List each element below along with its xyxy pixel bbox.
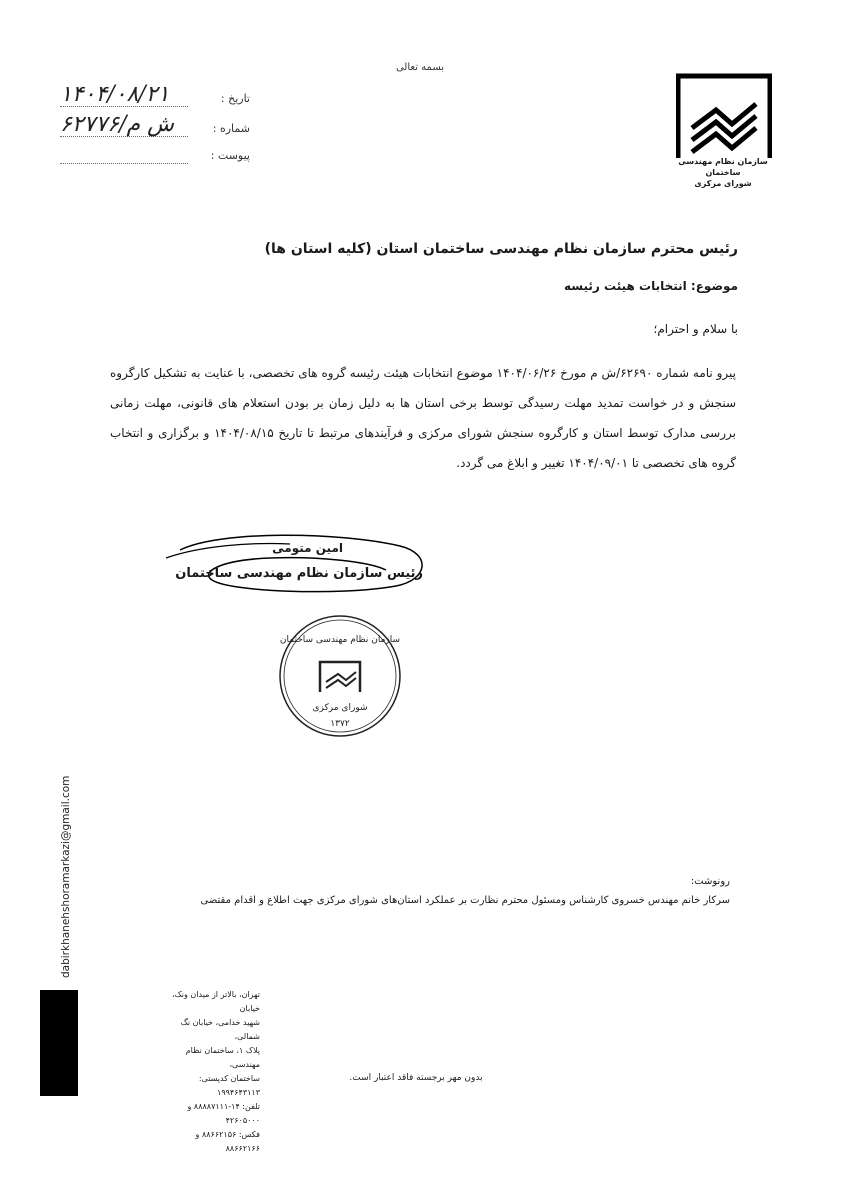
seal-bottom-text: شورای مرکزی — [312, 703, 368, 713]
attachment-row — [60, 149, 250, 171]
letter-recipient: رئیس محترم سازمان نظام مهندسی ساختمان استان (کلیه استان ها) — [264, 241, 738, 257]
email-vertical — [58, 760, 72, 980]
redaction-bar — [40, 990, 78, 1096]
address-phone: تلفن: ۱۴-۸۸۸۸۷۱۱۱ و ۴۲۶۰۵۰۰۰ — [187, 1102, 260, 1125]
address-line: شهید خدامی، خیابان نگ شمالی، — [180, 1018, 260, 1041]
number-label: شماره : — [212, 122, 250, 135]
validity-note: بدون مهر برجسته فاقد اعتبار است. — [349, 1073, 483, 1083]
attachment-label: پیوست : — [210, 149, 250, 162]
email-text: dabirkhanehshoramarkazi@gmail.com — [60, 775, 72, 978]
seal-top-text: سازمان نظام مهندسی ساختمان — [279, 635, 401, 645]
letter-greeting: با سلام و احترام؛ — [653, 322, 738, 336]
date-label: تاریخ : — [220, 92, 250, 105]
handwritten-signature — [160, 528, 430, 596]
cc-label: رونوشت: — [690, 876, 730, 887]
official-seal — [276, 612, 404, 740]
date-row — [60, 82, 250, 114]
cc-text: سرکار خانم مهندس خسروی کارشناس ومسئول محترم نظارت بر عملکرد استان‌های شورای مرکزی جهت اطلاع و اقدام مقتضی — [200, 895, 730, 906]
letter-body: پیرو نامه شماره ۶۲۶۹۰/ش م مورخ ۱۴۰۴/۰۶/۲۶ موضوع انتخابات هیئت رئیسه گروه های تخصصی، با عنایت به تشکیل کارگروه سنجش و در خواست تمدید مهلت رسیدگی توسط برخی استان ها به دلیل زمان بر بودن استعلام های قانونی، مهلت زمانی بررسی مدارک توسط استان و کارگروه سنجش شورای مرکزی و فرآیندهای مرتبط تا تاریخ ۱۴۰۴/۰۸/۱۵ و برگزاری و انتخاب گروه های تخصصی تا ۱۴۰۴/۰۹/۰۱ تغییر و ابلاغ می گردد. — [110, 366, 736, 470]
bismillah-header: بسمه تعالی — [395, 62, 445, 73]
engineering-org-logo — [676, 72, 772, 160]
address-line: پلاک ۱، ساختمان نظام مهندسی، — [185, 1046, 260, 1069]
address-fax: فکس: ۸۸۶۶۲۱۵۶ و ۸۸۶۶۲۱۶۶ — [195, 1130, 260, 1153]
letter-subject: موضوع: انتخابات هیئت رئیسه — [564, 279, 738, 293]
signer-name: امین متومی — [272, 541, 343, 555]
org-name-line2: شورای مرکزی — [694, 179, 752, 188]
seal-year: ۱۳۷۲ — [330, 719, 350, 729]
date-value: ۱۴۰۴/۰۸/۲۱ — [60, 82, 170, 107]
org-name — [668, 156, 778, 189]
address-block — [172, 988, 260, 1156]
number-value: ۶۲۷۷۶/ش م — [60, 112, 174, 137]
signer-title: رئیس سازمان نظام مهندسی ساختمان — [175, 566, 423, 581]
address-line: ساختمان کدپستی: ۱۹۹۴۶۴۳۱۱۳ — [198, 1074, 260, 1097]
address-line: تهران، بالاتر از میدان ونک، خیابان — [172, 990, 260, 1013]
org-name-line1: سازمان نظام مهندسی ساختمان — [678, 157, 768, 177]
number-row — [60, 112, 250, 144]
attachment-line — [60, 163, 188, 164]
